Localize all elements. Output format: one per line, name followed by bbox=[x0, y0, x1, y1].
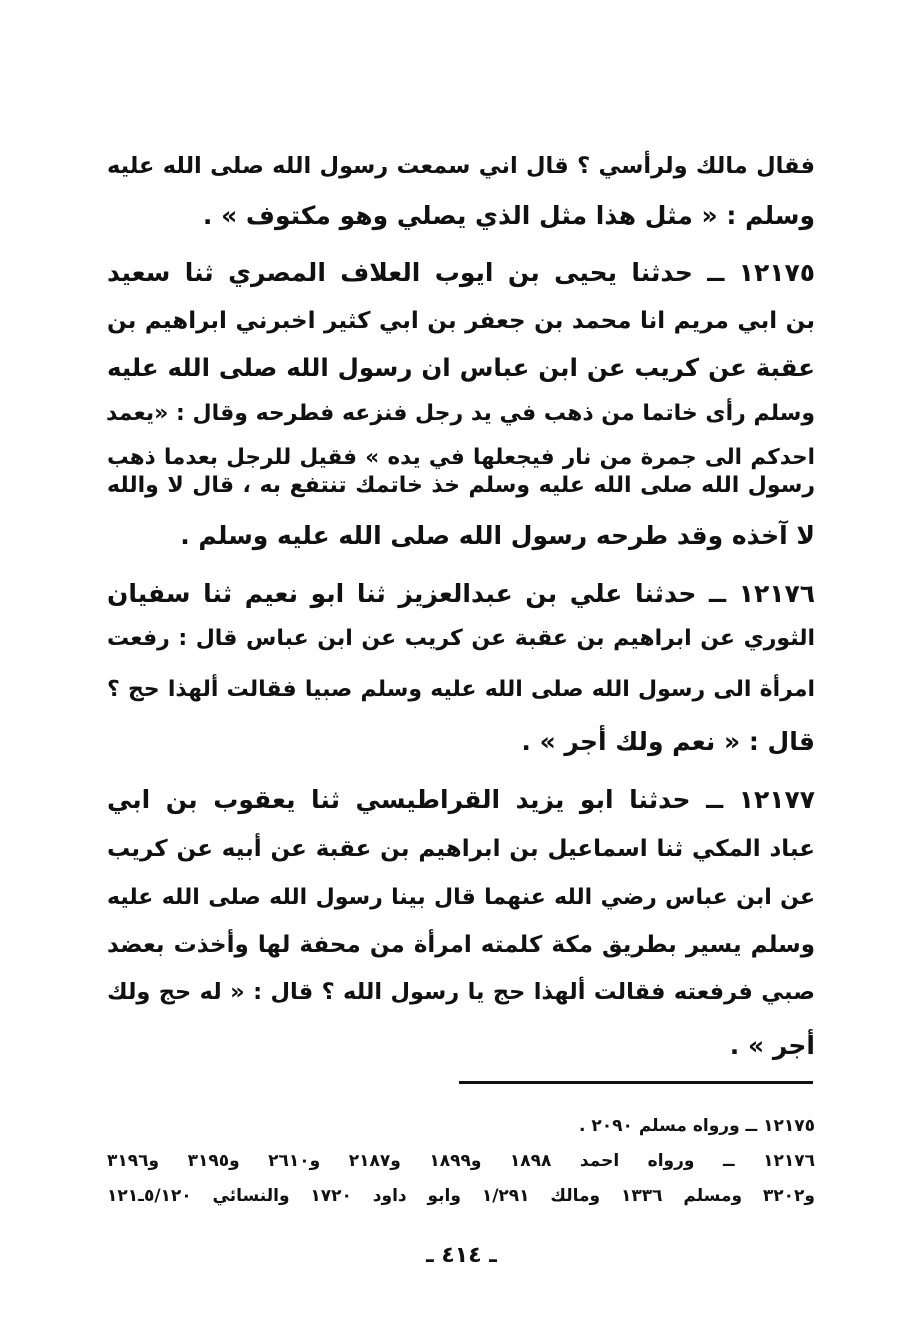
footnote-line: و٣٢٠٢ ومسلم ١٣٣٦ ومالك ١/٢٩١ وابو داود ١٧٢٠ والنسائي ٥/١٢٠ـ١٢١ bbox=[107, 1186, 815, 1206]
body-line: الثوري عن ابراهيم بن عقبة عن كريب عن ابن عباس قال : رفعت bbox=[107, 626, 815, 651]
hadith-heading-12175: ١٢١٧٥ ــ حدثنا يحيى بن ايوب العلاف المصري ثنا سعيد bbox=[107, 258, 815, 287]
footnote-line: ١٢١٧٦ ــ ورواه احمد ١٨٩٨ و١٨٩٩ و٢١٨٧ و٢٦١٠ و٣١٩٥ و٣١٩٦ bbox=[107, 1151, 815, 1171]
body-line: وسلم يسير بطريق مكة كلمته امرأة من محفة لها وأخذت بعضد bbox=[107, 932, 815, 958]
body-line: لا آخذه وقد طرحه رسول الله صلى الله عليه وسلم . bbox=[180, 521, 815, 550]
hadith-heading-12176: ١٢١٧٦ ــ حدثنا علي بن عبدالعزيز ثنا ابو نعيم ثنا سفيان bbox=[107, 579, 815, 608]
body-line: بن ابي مريم انا محمد بن جعفر بن ابي كثير اخبرني ابراهيم بن bbox=[107, 308, 815, 334]
body-line: عقبة عن كريب عن ابن عباس ان رسول الله صلى الله عليه bbox=[107, 353, 815, 382]
body-line: فقال مالك ولرأسي ؟ قال اني سمعت رسول الله صلى الله عليه bbox=[107, 153, 815, 179]
page-number: ـ ٤١٤ ـ bbox=[426, 1243, 497, 1268]
footnote-line: ١٢١٧٥ ــ ورواه مسلم ٢٠٩٠ . bbox=[579, 1116, 815, 1136]
body-line: امرأة الى رسول الله صلى الله عليه وسلم صبيا فقالت ألهذا حج ؟ bbox=[107, 677, 815, 702]
body-line: قال : « نعم ولك أجر » . bbox=[521, 727, 815, 756]
body-line: رسول الله صلى الله عليه وسلم خذ خاتمك تنتفع به ، قال لا والله bbox=[107, 473, 815, 498]
body-line: عباد المكي ثنا اسماعيل بن ابراهيم بن عقبة عن أبيه عن كريب bbox=[107, 836, 815, 862]
body-line: أجر » . bbox=[729, 1031, 815, 1060]
body-line: احدكم الى جمرة من نار فيجعلها في يده » فقيل للرجل بعدما ذهب bbox=[107, 445, 815, 470]
footnote-divider bbox=[459, 1081, 813, 1084]
body-line: عن ابن عباس رضي الله عنهما قال بينا رسول الله صلى الله عليه bbox=[107, 885, 815, 910]
hadith-heading-12177: ١٢١٧٧ ــ حدثنا ابو يزيد القراطيسي ثنا يعقوب بن ابي bbox=[107, 785, 815, 814]
body-line: وسلم : « مثل هذا مثل الذي يصلي وهو مكتوف » . bbox=[202, 201, 815, 230]
body-line: صبي فرفعته فقالت ألهذا حج يا رسول الله ؟ قال : « له حج ولك bbox=[107, 979, 815, 1005]
body-line: وسلم رأى خاتما من ذهب في يد رجل فنزعه فطرحه وقال : «يعمد bbox=[106, 401, 815, 426]
